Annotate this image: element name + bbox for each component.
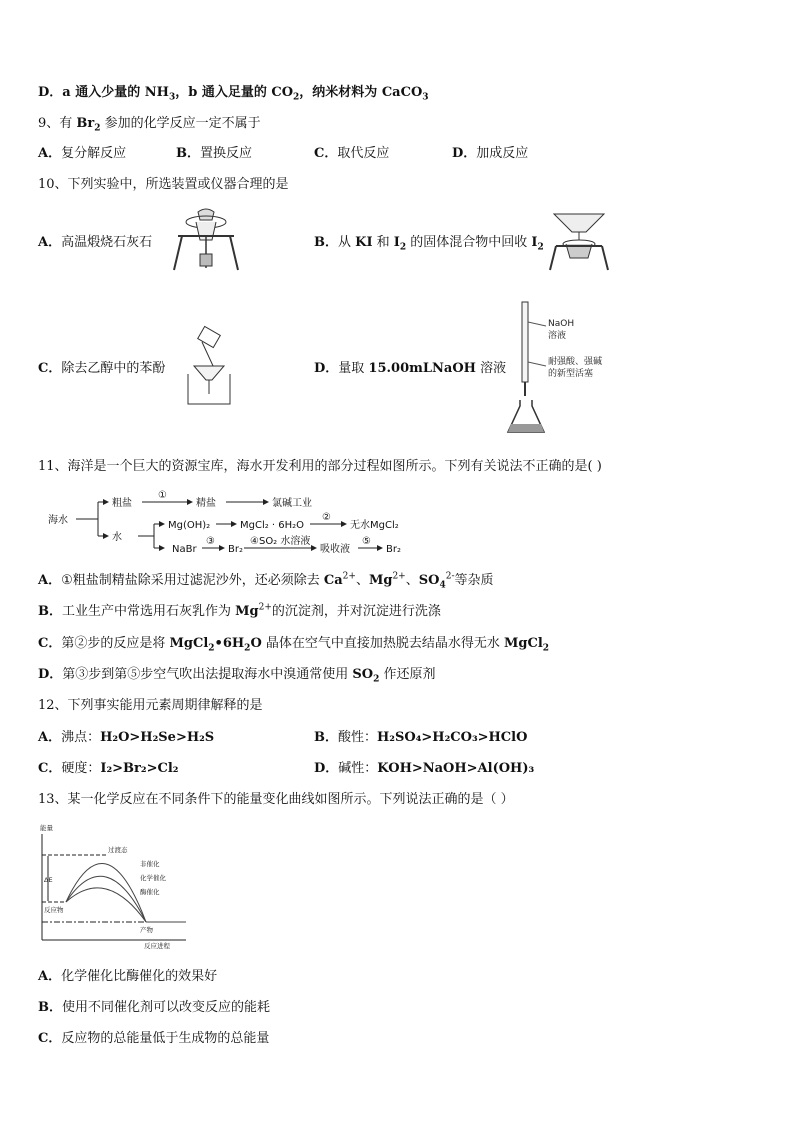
q9-stem: 9、有 $Br_2$ 参加的化学反应一定不属于 [38, 116, 261, 134]
svg-text:产物: 产物 [140, 926, 153, 934]
q13-option-b: B．使用不同催化剂可以改变反应的能耗 [38, 1000, 271, 1015]
q12-option-b: B．酸性：H₂SO₄>H₂CO₃>HClO [314, 730, 528, 745]
q10-option-a: A．高温煅烧石灰石 [38, 235, 153, 250]
svg-text:ΔE: ΔE [44, 876, 53, 884]
svg-text:③: ③ [206, 536, 215, 547]
q10-option-d: D．量取 15.00mLNaOH 溶液 [314, 361, 507, 376]
svg-text:Br₂: Br₂ [386, 544, 401, 555]
svg-text:耐强酸、强碱: 耐强酸、强碱 [548, 357, 603, 367]
buret-titration-figure [506, 300, 602, 440]
q11-option-d: D．第③步到第⑤步空气吹出法提取海水中溴通常使用 $SO_2$ 作还原剂 [38, 667, 436, 685]
q10-option-b: B．从 KI 和 $I_2$ 的固体混合物中回收 $I_2$ [314, 235, 544, 253]
svg-text:化学催化: 化学催化 [140, 874, 166, 882]
q9-option-b: B．置换反应 [176, 146, 253, 161]
svg-text:水: 水 [112, 532, 122, 543]
energy-profile-graph [36, 822, 196, 952]
q12-stem: 12、下列事实能用元素周期律解释的是 [38, 698, 263, 713]
q12-option-c: C．硬度：I₂>Br₂>Cl₂ [38, 761, 179, 776]
filtration-figure [184, 328, 240, 406]
svg-text:吸收液: 吸收液 [320, 544, 350, 555]
svg-text:反应进程: 反应进程 [144, 942, 170, 950]
svg-text:无水MgCl₂: 无水MgCl₂ [350, 520, 399, 531]
svg-text:①: ① [158, 490, 167, 501]
svg-text:MgCl₂ · 6H₂O: MgCl₂ · 6H₂O [240, 520, 305, 531]
q9-option-c: C．取代反应 [314, 146, 390, 161]
svg-text:⑤: ⑤ [362, 536, 371, 547]
svg-text:Br₂: Br₂ [228, 544, 243, 555]
svg-text:海水: 海水 [48, 515, 68, 526]
svg-text:NaBr: NaBr [172, 544, 197, 555]
q13-stem: 13、某一化学反应在不同条件下的能量变化曲线如图所示。下列说法正确的是（ ） [38, 792, 514, 807]
svg-text:②: ② [322, 512, 331, 523]
q11-stem: 11、海洋是一个巨大的资源宝库，海水开发利用的部分过程如图所示。下列有关说法不正确的是( ) [38, 459, 602, 474]
q12-option-a: A．沸点：H₂O>H₂Se>H₂S [38, 730, 215, 745]
svg-text:能量: 能量 [40, 824, 53, 832]
q10-option-c: C．除去乙醇中的苯酚 [38, 361, 166, 376]
q11-option-a: A．①粗盐制精盐除采用过滤泥沙外，还必须除去 $Ca^{2+}$、$Mg^{2+}$、$SO_4^{2-}$等杂质 [38, 571, 494, 591]
svg-text:Mg(OH)₂: Mg(OH)₂ [168, 520, 211, 531]
svg-text:粗盐: 粗盐 [112, 498, 132, 509]
crucible-tripod-figure [168, 206, 244, 272]
svg-text:精盐: 精盐 [196, 498, 216, 509]
svg-text:氯碱工业: 氯碱工业 [272, 498, 312, 509]
svg-text:的新型活塞: 的新型活塞 [548, 369, 594, 379]
q11-option-c: C．第②步的反应是将 $MgCl_2•6H_2O$ 晶体在空气中直接加热脱去结晶水得无水 MgCl$_2$ [38, 636, 550, 654]
sublimation-setup-figure [546, 206, 612, 272]
q11-option-b: B．工业生产中常选用石灰乳作为 $Mg^{2+}$的沉淀剂，并对沉淀进行洗涤 [38, 602, 441, 619]
svg-text:NaOH: NaOH [548, 319, 575, 329]
q9-option-d: D．加成反应 [452, 146, 529, 161]
q10-stem: 10、下列实验中，所选装置或仪器合理的是 [38, 177, 289, 192]
seawater-flow-diagram [46, 488, 426, 558]
svg-text:过渡态: 过渡态 [108, 846, 128, 854]
q13-option-c: C．反应物的总能量低于生成物的总能量 [38, 1031, 270, 1046]
svg-text:反应物: 反应物 [44, 906, 64, 914]
svg-text:④SO₂ 水溶液: ④SO₂ 水溶液 [250, 536, 311, 547]
svg-text:酶催化: 酶催化 [140, 888, 160, 896]
q13-option-a: A．化学催化比酶催化的效果好 [38, 969, 218, 984]
q9-option-a: A．复分解反应 [38, 146, 127, 161]
q8-option-d: D．a 通入少量的 $NH_3$，b 通入足量的 $CO_2$，纳米材料为 CaCO$_3$ [38, 85, 429, 103]
svg-text:非催化: 非催化 [140, 860, 160, 868]
svg-text:溶液: 溶液 [548, 331, 567, 341]
q12-option-d: D．碱性：KOH>NaOH>Al(OH)₃ [314, 761, 535, 776]
